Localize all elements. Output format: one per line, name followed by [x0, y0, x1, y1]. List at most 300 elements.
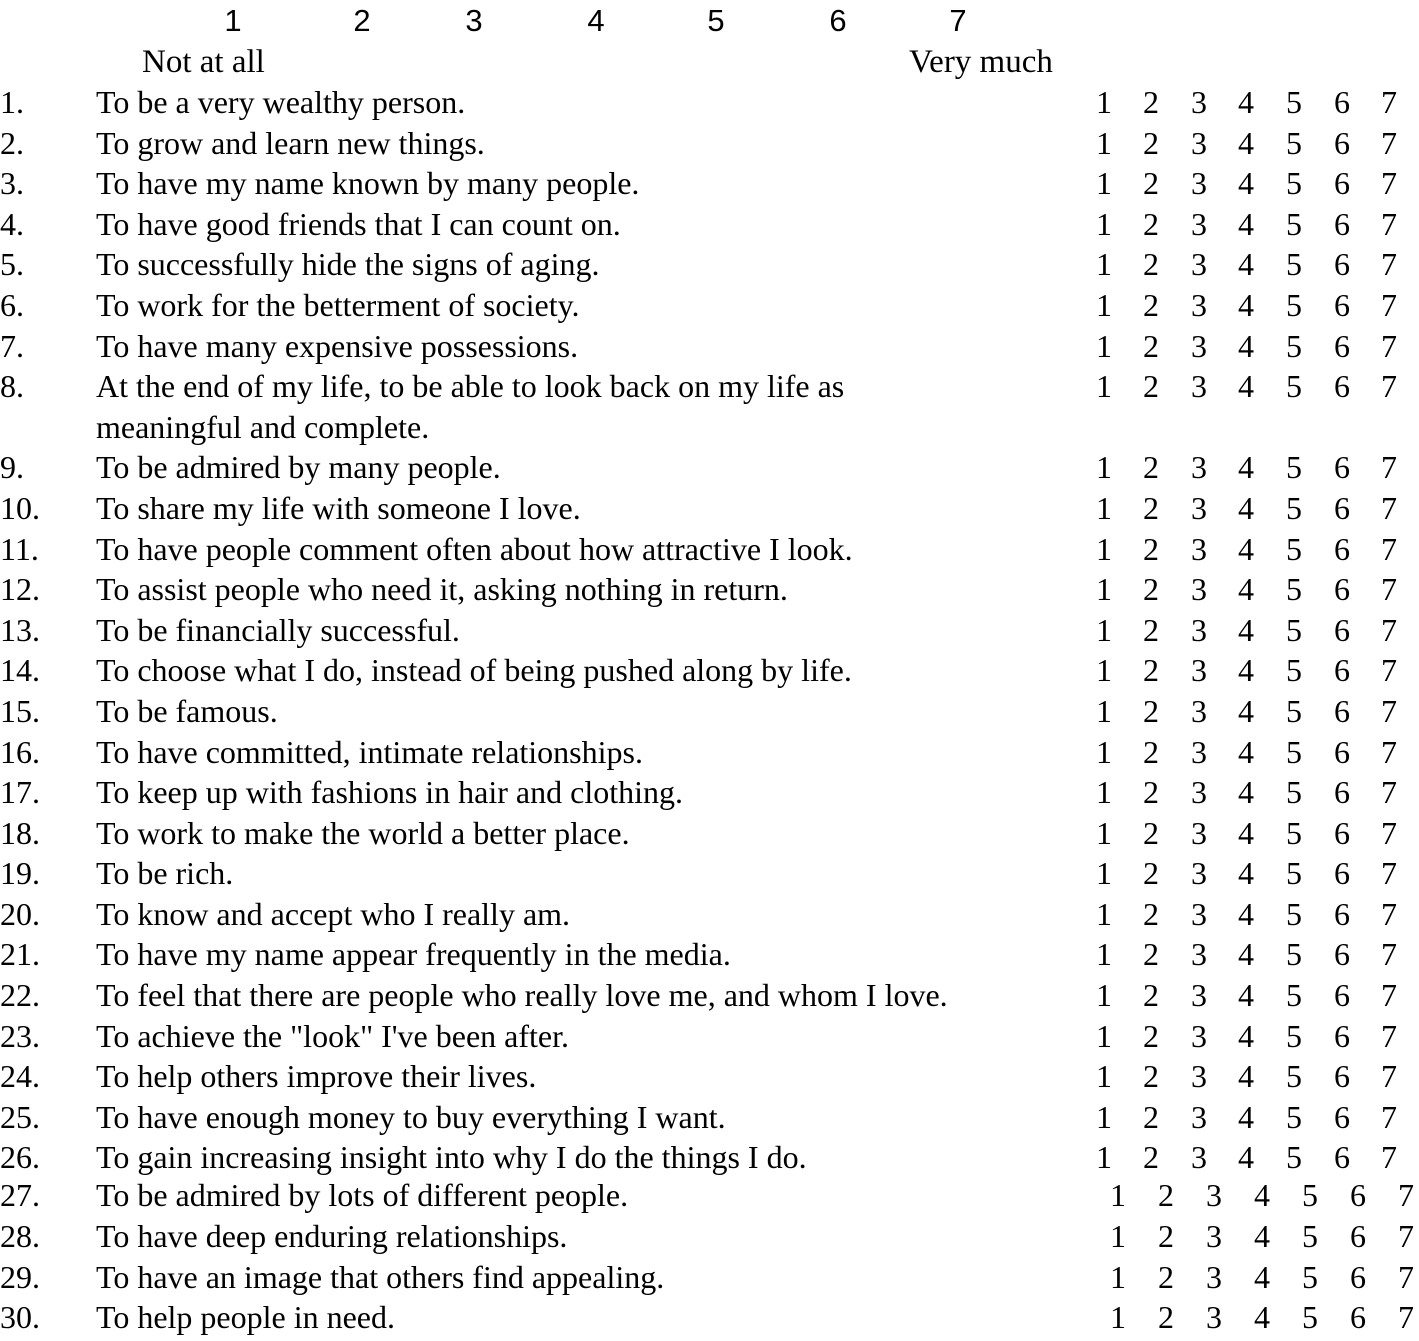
rating-option-1[interactable]: 1	[1096, 246, 1112, 283]
rating-option-4[interactable]: 4	[1238, 368, 1254, 405]
item-text: To have good friends that I can count on.	[96, 205, 621, 242]
rating-option-4[interactable]: 4	[1238, 692, 1254, 729]
rating-option-3[interactable]: 3	[1191, 692, 1207, 729]
rating-option-7[interactable]: 7	[1381, 489, 1397, 526]
rating-options	[0, 285, 1419, 325]
rating-option-5[interactable]: 5	[1286, 733, 1302, 770]
rating-option-5[interactable]: 5	[1286, 1017, 1302, 1054]
rating-option-1[interactable]: 1	[1096, 124, 1112, 161]
item-number: 2.	[0, 124, 24, 161]
rating-option-7[interactable]: 7	[1381, 1017, 1397, 1054]
rating-option-2[interactable]: 2	[1143, 814, 1159, 851]
rating-option-4[interactable]: 4	[1238, 1098, 1254, 1135]
rating-option-3[interactable]: 3	[1191, 449, 1207, 486]
rating-option-6[interactable]: 6	[1334, 774, 1350, 811]
rating-option-4[interactable]: 4	[1254, 1299, 1270, 1336]
rating-option-6[interactable]: 6	[1334, 936, 1350, 973]
rating-option-7[interactable]: 7	[1381, 977, 1397, 1014]
questionnaire-item	[0, 1137, 1419, 1178]
rating-option-2[interactable]: 2	[1143, 368, 1159, 405]
rating-option-1[interactable]: 1	[1096, 652, 1112, 689]
rating-option-2[interactable]: 2	[1158, 1258, 1174, 1295]
rating-option-5[interactable]: 5	[1286, 571, 1302, 608]
rating-option-2[interactable]: 2	[1143, 1058, 1159, 1095]
rating-option-3[interactable]: 3	[1191, 1017, 1207, 1054]
rating-option-6[interactable]: 6	[1334, 855, 1350, 892]
rating-option-7[interactable]: 7	[1381, 733, 1397, 770]
rating-option-1[interactable]: 1	[1096, 205, 1112, 242]
rating-option-2[interactable]: 2	[1143, 1098, 1159, 1135]
rating-option-6[interactable]: 6	[1334, 327, 1350, 364]
item-text: To work for the betterment of society.	[96, 286, 580, 323]
questionnaire-item	[0, 813, 1419, 854]
rating-options	[0, 1216, 1419, 1256]
rating-option-2[interactable]: 2	[1143, 327, 1159, 364]
rating-option-4[interactable]: 4	[1238, 571, 1254, 608]
rating-option-3[interactable]: 3	[1191, 246, 1207, 283]
item-text: To grow and learn new things.	[96, 124, 485, 161]
rating-option-6[interactable]: 6	[1334, 84, 1350, 120]
rating-option-1[interactable]: 1	[1096, 1098, 1112, 1135]
rating-option-2[interactable]: 2	[1143, 652, 1159, 689]
rating-option-5[interactable]: 5	[1286, 246, 1302, 283]
rating-option-2[interactable]: 2	[1143, 286, 1159, 323]
rating-option-1[interactable]: 1	[1110, 1258, 1126, 1295]
rating-options	[0, 1175, 1419, 1215]
questionnaire-item	[0, 732, 1419, 773]
item-number: 10.	[0, 489, 40, 526]
rating-option-4[interactable]: 4	[1238, 124, 1254, 161]
rating-option-5[interactable]: 5	[1302, 1217, 1318, 1254]
rating-option-5[interactable]: 5	[1286, 652, 1302, 689]
rating-options	[0, 1056, 1419, 1096]
rating-option-5[interactable]: 5	[1286, 327, 1302, 364]
rating-options	[0, 732, 1419, 772]
questionnaire-item	[0, 934, 1419, 975]
questionnaire-item	[0, 488, 1419, 529]
rating-option-3[interactable]: 3	[1191, 286, 1207, 323]
questionnaire-item	[0, 610, 1419, 651]
questionnaire-item	[0, 1016, 1419, 1057]
rating-option-1[interactable]: 1	[1096, 1058, 1112, 1095]
item-text: To achieve the "look" I've been after.	[96, 1017, 569, 1054]
rating-option-4[interactable]: 4	[1238, 1139, 1254, 1176]
questionnaire-item	[0, 569, 1419, 610]
rating-option-4[interactable]: 4	[1238, 246, 1254, 283]
item-number: 16.	[0, 733, 40, 770]
item-text: To be admired by many people.	[96, 449, 501, 486]
rating-option-6[interactable]: 6	[1334, 692, 1350, 729]
rating-option-1[interactable]: 1	[1096, 733, 1112, 770]
rating-option-2[interactable]: 2	[1143, 1017, 1159, 1054]
rating-option-6[interactable]: 6	[1334, 246, 1350, 283]
item-text: To keep up with fashions in hair and clothing.	[96, 774, 683, 811]
rating-option-5[interactable]: 5	[1286, 84, 1302, 120]
rating-option-3[interactable]: 3	[1191, 84, 1207, 120]
item-text: To choose what I do, instead of being pushed along by life.	[96, 652, 852, 689]
rating-option-6[interactable]: 6	[1350, 1258, 1366, 1295]
rating-option-4[interactable]: 4	[1238, 530, 1254, 567]
rating-option-5[interactable]: 5	[1286, 977, 1302, 1014]
rating-option-4[interactable]: 4	[1238, 1058, 1254, 1095]
rating-option-1[interactable]: 1	[1096, 611, 1112, 648]
item-text: To share my life with someone I love.	[96, 489, 581, 526]
rating-option-7[interactable]: 7	[1398, 1217, 1414, 1254]
questionnaire-item	[0, 204, 1419, 245]
rating-option-2[interactable]: 2	[1143, 84, 1159, 120]
rating-option-6[interactable]: 6	[1334, 489, 1350, 526]
item-number: 24.	[0, 1058, 40, 1095]
scale-number-3: 3	[465, 3, 483, 38]
rating-option-7[interactable]: 7	[1381, 165, 1397, 202]
rating-option-1[interactable]: 1	[1096, 84, 1112, 120]
rating-option-3[interactable]: 3	[1191, 327, 1207, 364]
rating-option-5[interactable]: 5	[1286, 936, 1302, 973]
rating-option-6[interactable]: 6	[1334, 205, 1350, 242]
item-number: 7.	[0, 327, 24, 364]
rating-option-2[interactable]: 2	[1143, 895, 1159, 932]
rating-option-1[interactable]: 1	[1096, 1139, 1112, 1176]
rating-option-6[interactable]: 6	[1334, 1139, 1350, 1176]
rating-option-7[interactable]: 7	[1381, 286, 1397, 323]
rating-options	[0, 1097, 1419, 1137]
item-number: 30.	[0, 1299, 40, 1336]
rating-option-5[interactable]: 5	[1302, 1258, 1318, 1295]
rating-option-2[interactable]: 2	[1143, 246, 1159, 283]
rating-option-1[interactable]: 1	[1096, 977, 1112, 1014]
rating-option-6[interactable]: 6	[1334, 611, 1350, 648]
rating-option-3[interactable]: 3	[1191, 124, 1207, 161]
rating-option-4[interactable]: 4	[1238, 977, 1254, 1014]
rating-option-4[interactable]: 4	[1238, 814, 1254, 851]
rating-option-6[interactable]: 6	[1334, 977, 1350, 1014]
rating-option-1[interactable]: 1	[1096, 1017, 1112, 1054]
rating-option-1[interactable]: 1	[1096, 895, 1112, 932]
rating-option-2[interactable]: 2	[1158, 1299, 1174, 1336]
questionnaire-item	[0, 244, 1419, 285]
rating-option-7[interactable]: 7	[1381, 936, 1397, 973]
rating-option-6[interactable]: 6	[1334, 1058, 1350, 1095]
item-text: To gain increasing insight into why I do the things I do.	[96, 1139, 807, 1176]
rating-option-1[interactable]: 1	[1096, 571, 1112, 608]
rating-option-4[interactable]: 4	[1238, 733, 1254, 770]
item-text: To have enough money to buy everything I want.	[96, 1098, 726, 1135]
item-number: 15.	[0, 692, 40, 729]
rating-option-3[interactable]: 3	[1191, 165, 1207, 202]
item-text: To help people in need.	[96, 1299, 395, 1336]
rating-option-5[interactable]: 5	[1286, 855, 1302, 892]
rating-option-2[interactable]: 2	[1143, 977, 1159, 1014]
rating-option-7[interactable]: 7	[1381, 814, 1397, 851]
rating-option-6[interactable]: 6	[1334, 530, 1350, 567]
rating-option-1[interactable]: 1	[1096, 449, 1112, 486]
rating-option-5[interactable]: 5	[1286, 895, 1302, 932]
rating-option-7[interactable]: 7	[1381, 1058, 1397, 1095]
item-text: To feel that there are people who really love me, and whom I love.	[96, 977, 948, 1014]
rating-options	[0, 569, 1419, 609]
rating-option-1[interactable]: 1	[1096, 165, 1112, 202]
rating-option-5[interactable]: 5	[1286, 530, 1302, 567]
rating-option-7[interactable]: 7	[1398, 1258, 1414, 1295]
rating-option-5[interactable]: 5	[1286, 449, 1302, 486]
rating-option-2[interactable]: 2	[1143, 936, 1159, 973]
rating-option-1[interactable]: 1	[1096, 855, 1112, 892]
rating-option-2[interactable]: 2	[1143, 124, 1159, 161]
rating-option-6[interactable]: 6	[1334, 286, 1350, 323]
questionnaire-item	[0, 650, 1419, 691]
rating-option-4[interactable]: 4	[1238, 774, 1254, 811]
rating-option-4[interactable]: 4	[1238, 165, 1254, 202]
rating-option-1[interactable]: 1	[1110, 1299, 1126, 1336]
rating-option-3[interactable]: 3	[1191, 611, 1207, 648]
rating-option-3[interactable]: 3	[1191, 814, 1207, 851]
rating-option-4[interactable]: 4	[1238, 327, 1254, 364]
rating-option-7[interactable]: 7	[1381, 611, 1397, 648]
item-text: To be rich.	[96, 855, 234, 892]
rating-option-2[interactable]: 2	[1143, 165, 1159, 202]
scale-number-4: 4	[587, 3, 605, 38]
questionnaire-item	[0, 1175, 1419, 1216]
rating-option-7[interactable]: 7	[1381, 774, 1397, 811]
item-text: To have deep enduring relationships.	[96, 1217, 568, 1254]
scale-high-anchor: Very much	[909, 44, 1053, 80]
questionnaire-item	[0, 691, 1419, 732]
rating-option-3[interactable]: 3	[1191, 1058, 1207, 1095]
scale-number-7: 7	[949, 3, 967, 38]
rating-option-4[interactable]: 4	[1254, 1258, 1270, 1295]
rating-option-6[interactable]: 6	[1334, 733, 1350, 770]
rating-option-2[interactable]: 2	[1143, 611, 1159, 648]
rating-option-3[interactable]: 3	[1206, 1177, 1222, 1214]
scale-low-anchor: Not at all	[142, 44, 265, 80]
rating-option-7[interactable]: 7	[1381, 692, 1397, 729]
rating-option-3[interactable]: 3	[1191, 774, 1207, 811]
rating-option-2[interactable]: 2	[1143, 205, 1159, 242]
rating-option-6[interactable]: 6	[1334, 1017, 1350, 1054]
rating-option-5[interactable]: 5	[1286, 611, 1302, 648]
rating-option-5[interactable]: 5	[1302, 1299, 1318, 1336]
rating-options	[0, 1137, 1419, 1177]
rating-option-6[interactable]: 6	[1334, 165, 1350, 202]
item-text: To have many expensive possessions.	[96, 327, 579, 364]
item-text: To have my name appear frequently in the media.	[96, 936, 731, 973]
item-text: To be a very wealthy person.	[96, 84, 466, 120]
rating-option-1[interactable]: 1	[1110, 1177, 1126, 1214]
item-number: 18.	[0, 814, 40, 851]
item-text: To be admired by lots of different people.	[96, 1177, 629, 1214]
rating-option-7[interactable]: 7	[1381, 327, 1397, 364]
rating-option-6[interactable]: 6	[1350, 1177, 1366, 1214]
questionnaire-item	[0, 1216, 1419, 1257]
rating-option-5[interactable]: 5	[1286, 692, 1302, 729]
rating-option-4[interactable]: 4	[1254, 1177, 1270, 1214]
rating-option-6[interactable]: 6	[1334, 814, 1350, 851]
rating-option-1[interactable]: 1	[1096, 327, 1112, 364]
item-text: To successfully hide the signs of aging.	[96, 246, 600, 283]
rating-option-2[interactable]: 2	[1143, 1139, 1159, 1176]
rating-option-4[interactable]: 4	[1238, 286, 1254, 323]
rating-options	[0, 244, 1419, 284]
rating-option-7[interactable]: 7	[1381, 246, 1397, 283]
rating-option-3[interactable]: 3	[1191, 530, 1207, 567]
rating-option-4[interactable]: 4	[1238, 855, 1254, 892]
rating-option-7[interactable]: 7	[1381, 530, 1397, 567]
rating-option-2[interactable]: 2	[1143, 855, 1159, 892]
rating-option-5[interactable]: 5	[1286, 368, 1302, 405]
item-number: 17.	[0, 774, 40, 811]
rating-option-2[interactable]: 2	[1143, 692, 1159, 729]
questionnaire-item	[0, 1257, 1419, 1298]
rating-option-3[interactable]: 3	[1191, 895, 1207, 932]
rating-option-6[interactable]: 6	[1334, 1098, 1350, 1135]
item-number: 11.	[0, 530, 39, 567]
rating-options	[0, 691, 1419, 731]
item-number: 25.	[0, 1098, 40, 1135]
rating-option-7[interactable]: 7	[1381, 652, 1397, 689]
rating-option-3[interactable]: 3	[1191, 936, 1207, 973]
questionnaire-item	[0, 447, 1419, 488]
item-number: 6.	[0, 286, 24, 323]
rating-option-4[interactable]: 4	[1238, 205, 1254, 242]
rating-option-4[interactable]: 4	[1254, 1217, 1270, 1254]
rating-option-2[interactable]: 2	[1143, 449, 1159, 486]
rating-options	[0, 529, 1419, 569]
rating-option-2[interactable]: 2	[1143, 530, 1159, 567]
rating-option-4[interactable]: 4	[1238, 84, 1254, 120]
rating-option-3[interactable]: 3	[1206, 1258, 1222, 1295]
rating-option-3[interactable]: 3	[1191, 368, 1207, 405]
rating-option-2[interactable]: 2	[1158, 1217, 1174, 1254]
rating-option-7[interactable]: 7	[1381, 1098, 1397, 1135]
rating-option-6[interactable]: 6	[1334, 124, 1350, 161]
rating-option-3[interactable]: 3	[1206, 1299, 1222, 1336]
rating-option-1[interactable]: 1	[1096, 286, 1112, 323]
rating-option-3[interactable]: 3	[1191, 1098, 1207, 1135]
rating-option-5[interactable]: 5	[1286, 1139, 1302, 1176]
rating-option-1[interactable]: 1	[1110, 1217, 1126, 1254]
rating-option-1[interactable]: 1	[1096, 692, 1112, 729]
rating-options	[0, 366, 1419, 406]
rating-options	[0, 1257, 1419, 1297]
item-number: 1.	[0, 84, 24, 120]
rating-option-5[interactable]: 5	[1286, 1098, 1302, 1135]
rating-option-3[interactable]: 3	[1191, 205, 1207, 242]
item-number: 9.	[0, 449, 24, 486]
rating-option-5[interactable]: 5	[1286, 124, 1302, 161]
rating-option-7[interactable]: 7	[1381, 84, 1397, 120]
rating-options	[0, 772, 1419, 812]
scale-number-5: 5	[707, 3, 725, 38]
rating-option-4[interactable]: 4	[1238, 936, 1254, 973]
rating-option-5[interactable]: 5	[1302, 1177, 1318, 1214]
questionnaire-items	[0, 82, 1419, 1338]
rating-option-2[interactable]: 2	[1143, 733, 1159, 770]
questionnaire-item	[0, 285, 1419, 326]
rating-option-2[interactable]: 2	[1143, 774, 1159, 811]
rating-option-1[interactable]: 1	[1096, 489, 1112, 526]
rating-option-6[interactable]: 6	[1334, 652, 1350, 689]
rating-option-4[interactable]: 4	[1238, 489, 1254, 526]
rating-option-3[interactable]: 3	[1206, 1217, 1222, 1254]
rating-option-5[interactable]: 5	[1286, 205, 1302, 242]
rating-option-7[interactable]: 7	[1381, 855, 1397, 892]
rating-option-4[interactable]: 4	[1238, 611, 1254, 648]
questionnaire-item	[0, 1056, 1419, 1097]
rating-option-6[interactable]: 6	[1350, 1217, 1366, 1254]
rating-option-6[interactable]: 6	[1350, 1299, 1366, 1336]
item-number: 8.	[0, 368, 24, 405]
rating-option-4[interactable]: 4	[1238, 449, 1254, 486]
questionnaire-item	[0, 772, 1419, 813]
rating-option-1[interactable]: 1	[1096, 814, 1112, 851]
rating-option-3[interactable]: 3	[1191, 855, 1207, 892]
rating-option-7[interactable]: 7	[1381, 895, 1397, 932]
item-text: To have my name known by many people.	[96, 165, 640, 202]
rating-option-2[interactable]: 2	[1158, 1177, 1174, 1214]
rating-option-7[interactable]: 7	[1398, 1177, 1414, 1214]
rating-option-5[interactable]: 5	[1286, 165, 1302, 202]
rating-option-3[interactable]: 3	[1191, 733, 1207, 770]
rating-option-7[interactable]: 7	[1381, 571, 1397, 608]
rating-option-5[interactable]: 5	[1286, 489, 1302, 526]
rating-options	[0, 1297, 1419, 1337]
rating-option-4[interactable]: 4	[1238, 652, 1254, 689]
item-number: 27.	[0, 1177, 40, 1214]
item-number: 26.	[0, 1139, 40, 1176]
questionnaire-item	[0, 894, 1419, 935]
rating-options	[0, 975, 1419, 1015]
rating-option-2[interactable]: 2	[1143, 571, 1159, 608]
questionnaire-item	[0, 123, 1419, 164]
rating-option-3[interactable]: 3	[1191, 1139, 1207, 1176]
rating-option-7[interactable]: 7	[1381, 124, 1397, 161]
rating-option-5[interactable]: 5	[1286, 286, 1302, 323]
rating-option-1[interactable]: 1	[1096, 774, 1112, 811]
rating-option-6[interactable]: 6	[1334, 571, 1350, 608]
rating-option-1[interactable]: 1	[1096, 368, 1112, 405]
rating-option-3[interactable]: 3	[1191, 977, 1207, 1014]
rating-option-4[interactable]: 4	[1238, 895, 1254, 932]
rating-option-5[interactable]: 5	[1286, 1058, 1302, 1095]
rating-option-7[interactable]: 7	[1381, 1139, 1397, 1176]
scale-number-6: 6	[829, 3, 847, 38]
rating-option-7[interactable]: 7	[1398, 1299, 1414, 1336]
rating-option-4[interactable]: 4	[1238, 1017, 1254, 1054]
rating-option-6[interactable]: 6	[1334, 895, 1350, 932]
questionnaire-item	[0, 326, 1419, 367]
rating-option-5[interactable]: 5	[1286, 774, 1302, 811]
rating-option-3[interactable]: 3	[1191, 489, 1207, 526]
rating-option-1[interactable]: 1	[1096, 530, 1112, 567]
rating-option-7[interactable]: 7	[1381, 205, 1397, 242]
rating-option-7[interactable]: 7	[1381, 368, 1397, 405]
rating-options	[0, 934, 1419, 974]
rating-option-3[interactable]: 3	[1191, 652, 1207, 689]
item-number: 4.	[0, 205, 24, 242]
rating-option-1[interactable]: 1	[1096, 936, 1112, 973]
rating-option-5[interactable]: 5	[1286, 814, 1302, 851]
rating-option-7[interactable]: 7	[1381, 449, 1397, 486]
rating-option-6[interactable]: 6	[1334, 449, 1350, 486]
rating-option-6[interactable]: 6	[1334, 368, 1350, 405]
rating-options	[0, 204, 1419, 244]
item-number: 23.	[0, 1017, 40, 1054]
rating-option-2[interactable]: 2	[1143, 489, 1159, 526]
item-number: 29.	[0, 1258, 40, 1295]
rating-option-3[interactable]: 3	[1191, 571, 1207, 608]
item-text: To have an image that others find appealing.	[96, 1258, 665, 1295]
rating-options	[0, 123, 1419, 163]
